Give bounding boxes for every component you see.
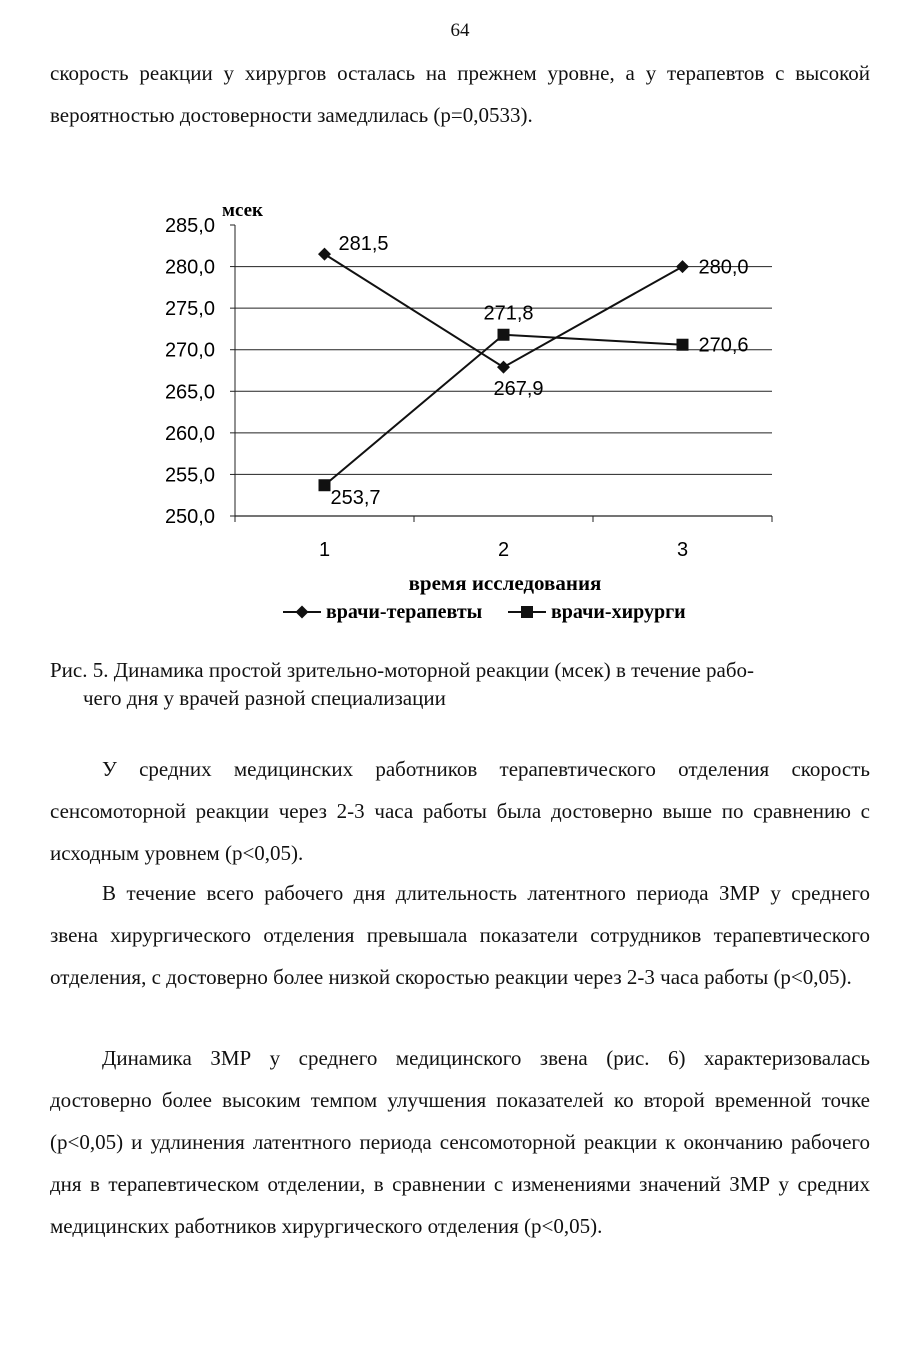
square-marker [319,479,331,491]
legend-label: врачи-терапевты [326,601,483,623]
data-label: 270,6 [698,334,749,357]
page-number: 64 [450,20,470,41]
caption-line-2: чего дня у врачей разной специализации [83,686,446,710]
y-axis-label: мсек [222,200,263,221]
y-tick-label: 275,0 [164,298,215,321]
diamond-marker [318,248,331,261]
legend-label: врачи-хирурги [551,601,686,623]
figure-caption [50,656,870,712]
diamond-marker [497,361,510,374]
intro-paragraph: скорость реакции у хирургов осталась на прежнем уровне, а у терапевтов с высокой вероятностью достоверности замедлилась (p=0,0533). [50,61,870,127]
data-label: 267,9 [493,378,544,401]
diamond-marker [676,260,689,273]
y-tick-label: 265,0 [164,381,215,404]
y-tick-label: 255,0 [164,464,215,487]
caption-line-1: Рис. 5. Динамика простой зрительно-моторной реакции (мсек) в течение рабо- [50,658,755,682]
data-label: 280,0 [698,256,749,279]
x-tick-label: 3 [676,539,689,561]
data-label: 253,7 [330,487,381,510]
y-tick-label: 280,0 [164,256,215,279]
data-label: 281,5 [338,233,389,256]
y-tick-labels [165,215,215,528]
y-tick-label: 285,0 [164,215,215,237]
y-tick-label: 260,0 [164,422,215,445]
x-axis-label: время исследования [408,571,602,595]
paragraph-2: В течение всего рабочего дня длительность латентного периода ЗМР у среднего звена хирургического отделения превышала показатели сотрудников терапевтического отделения, с достоверно более низкой скоростью реакции через 2-3 часа работы (p<0,05). [50,881,870,989]
x-tick-label: 2 [497,539,510,561]
paragraph-1: У средних медицинских работников терапевтического отделения скорость сенсомоторной реакции через 2-3 часа работы была достоверно выше по сравнению с исходным уровнем (p<0,05). [50,757,870,865]
axes [230,225,772,522]
y-tick-label: 270,0 [164,339,215,362]
legend [283,601,686,623]
data-series [318,233,749,509]
square-marker [498,329,510,341]
x-tick-labels [319,539,688,561]
x-tick-label: 1 [318,539,331,561]
square-marker [677,339,689,351]
data-label: 271,8 [483,302,534,325]
paragraph-3: Динамика ЗМР у среднего медицинского звена (рис. 6) характеризовалась достоверно более высоким темпом улучшения показателей ко второй временной точке (p<0,05) и удлинения латентного периода сенсомоторной реакции к окончанию рабочего дня в терапевтическом отделении, в сравнении с изменениями значений ЗМР у средних медицинских работников хирургического отделения (p<0,05). [50,1046,870,1238]
y-tick-label: 250,0 [164,506,215,528]
diamond-marker [296,606,309,619]
square-marker [521,606,533,618]
series-line-2 [325,335,683,485]
line-chart [0,190,920,640]
